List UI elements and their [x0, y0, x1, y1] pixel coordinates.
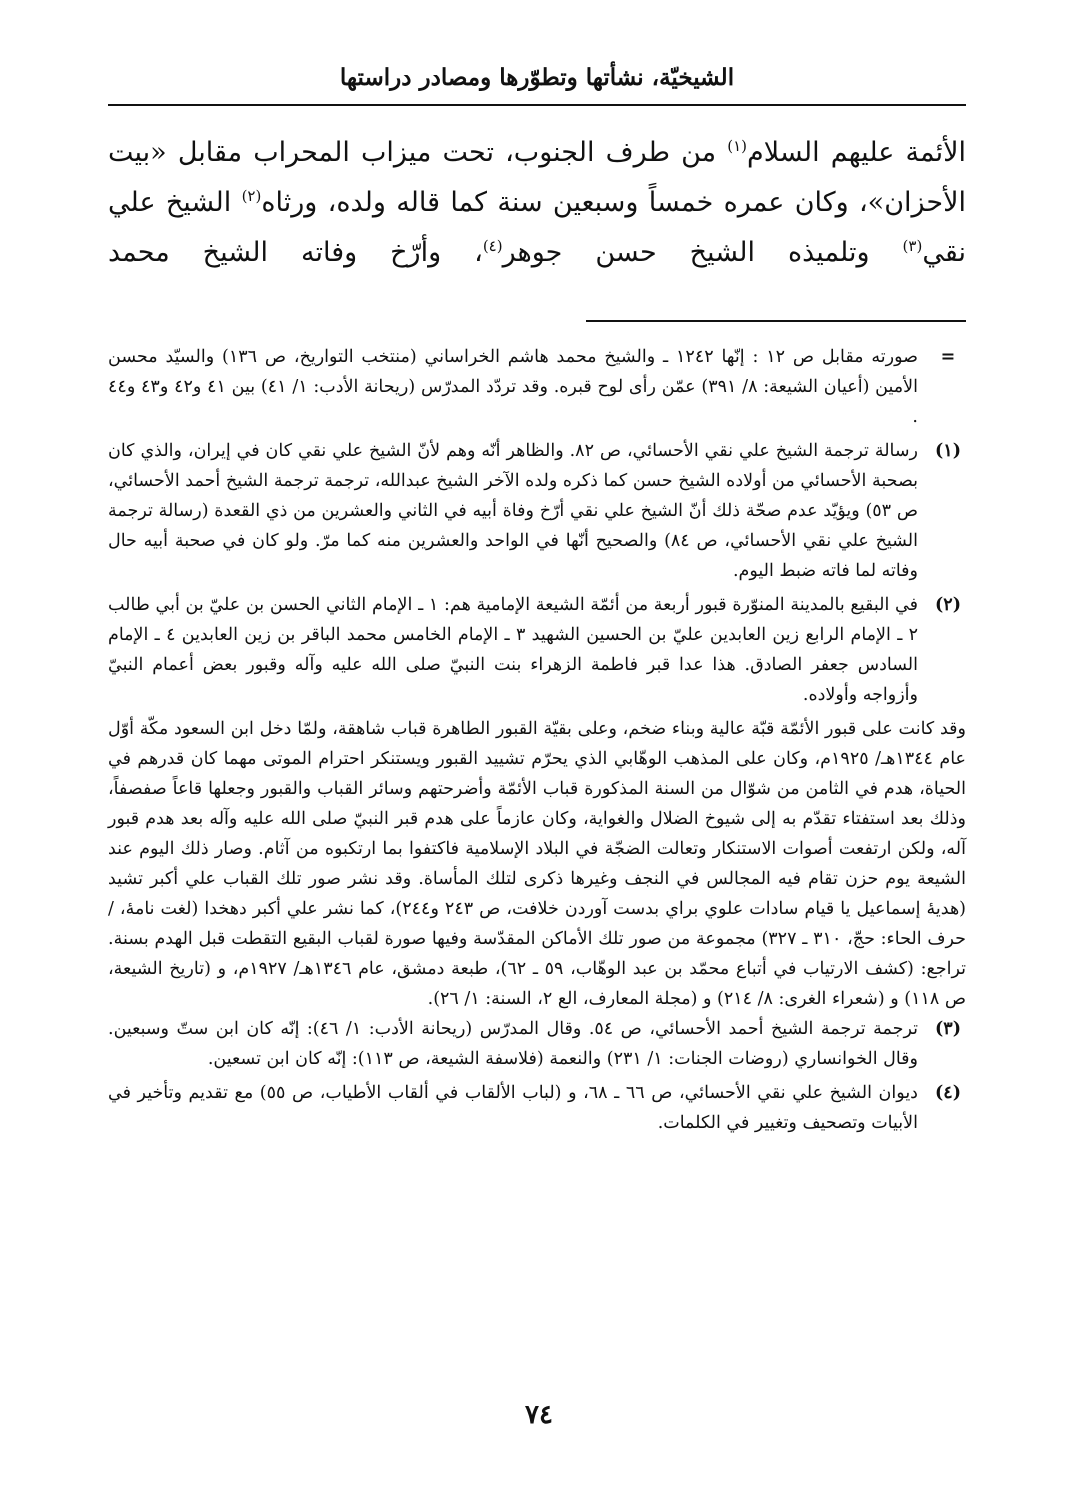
footnote-ref-2[interactable]: (٢) — [241, 187, 262, 205]
main-text-part-3: الشيخ علي نقي — [108, 187, 966, 268]
page-number: ٧٤ — [525, 1400, 553, 1430]
footnote-continuation — [108, 342, 966, 432]
footnote-marker: (١) — [935, 441, 961, 461]
footnote-marker: (٣) — [935, 1019, 961, 1039]
footnote-4 — [108, 1078, 966, 1138]
footnote-marker: = — [940, 347, 956, 367]
footnote-text: صورته مقابل ص ١٢ : إنّها ١٢٤٢ ـ والشيخ محمد هاشم الخراساني (منتخب التواريخ، ص ١٣٦) والسيّد محسن الأمين (أعيان الشيعة: ٨/ ٣٩١) عمّن رأى لوح قبره. وقد تردّد المدرّس (ريحانة الأدب: ١/ ٤١) بين ٤١ و٤٢ و٤٣ و٤٤ . — [108, 347, 919, 427]
footnote-divider — [586, 320, 966, 322]
footnote-text: ديوان الشيخ علي نقي الأحسائي، ص ٦٦ ـ ٦٨، و (لباب الألقاب في ألقاب الأطياب، ص ٥٥) مع تقديم وتأخير في الأبيات وتصحيف وتغيير في الكلمات. — [108, 1083, 918, 1133]
footnote-2 — [108, 590, 966, 710]
main-text-part-4: وتلميذه الشيخ حسن جوهر — [502, 237, 903, 268]
footnote-ref-3[interactable]: (٣) — [902, 237, 923, 255]
footnote-2-continuation: وقد كانت على قبور الأئمّة قبّة عالية وبناء ضخم، وعلى بقيّة القبور الطاهرة قباب شاهقة، ولمّا دخل ابن السعود مكّة أوّل عام ١٣٤٤هـ/ ١٩٢٥م، وكان على المذهب الوهّابي الذي يحرّم تشييد القبور ويستنكر احترام الموتى مهما كان قدرهم في الحياة، هدم في الثامن من شوّال من السنة المذكورة قباب الأئمّة وأضرحتهم وسائر القباب والقبور وجعلها قاعاً صفصفاً، وذلك بعد استفتاء تقدّم به إلى شيوخ الضلال والغواية، وكان عازماً على هدم قبر النبيّ صلى الله عليه وآله بعد هدم قبور آله، ولكن ارتفعت أصوات الاستنكار وتعالت الضجّة في البلاد الإسلامية فاكتفوا بما ارتكبوه من آثام. وصار ذلك اليوم عند الشيعة يوم حزن تقام فيه المجالس في النجف وغيرها ذكرى لتلك المأساة. وقد نشر صور تلك القباب علي أكبر تشيد (هديهٔ إسماعيل يا قيام سادات علوي براي بدست آوردن خلافت، ص ٢٤٣ و٢٤٤)، كما نشر علي أكبر دهخدا (لغت نامهٔ، /حرف الحاء: حجّ، ٣١٠ ـ ٣٢٧) مجموعة من صور تلك الأماكن المقدّسة وفيها صورة لقباب البقيع التقطت قبل الهدم بسنة. تراجع: (كشف الارتياب في أتباع محمّد بن عبد الوهّاب، ٥٩ ـ ٦٢)، طبعة دمشق، عام ١٣٤٦هـ/ ١٩٢٧م، و (تاريخ الشيعة، ص ١١٨) و (شعراء الغرى: ٨/ ٢١٤) و (مجلة المعارف، الع ٢، السنة: ١/ ٢٦). — [108, 719, 967, 1009]
header-rule — [108, 104, 966, 106]
footnote-1 — [108, 436, 966, 586]
main-text-part-1: الأئمة عليهم السلام — [747, 137, 966, 168]
running-header: الشيخيّة، نشأتها وتطوّرها ومصادر دراستها — [339, 64, 735, 91]
footnote-ref-4[interactable]: (٤) — [482, 237, 503, 255]
footnotes-section — [108, 342, 966, 1138]
footnote-ref-1[interactable]: (١) — [727, 137, 747, 155]
main-text-part-5: ، وأرّخ وفاته الشيخ محمد — [108, 237, 483, 268]
footnote-text: في البقيع بالمدينة المنوّرة قبور أربعة من أئمّة الشيعة الإمامية هم: ١ ـ الإمام الثاني الحسن بن عليّ بن أبي طالب ٢ ـ الإمام الرابع زين العابدين عليّ بن الحسين الشهيد ٣ ـ الإمام الخامس محمد الباقر بن زين العابدين ٤ ـ الإمام السادس جعفر الصادق. هذا عدا قبر فاطمة الزهراء بنت النبيّ صلى الله عليه وآله وقبور بعض أعمام النبيّ وأزواجه وأولاده. — [108, 595, 919, 705]
footnote-text: رسالة ترجمة الشيخ علي نقي الأحسائي، ص ٨٢. والظاهر أنّه وهم لأنّ الشيخ علي نقي كان في إيران، والذي كان بصحبة الأحسائي من أولاده الشيخ حسن كما ذكره ولده الآخر الشيخ عبدالله، ترجمة ترجمة الشيخ أحمد الأحسائي، ص ٥٣) ويؤيّد عدم صحّة ذلك أنّ الشيخ علي نقي أرّخ وفاة أبيه في الثاني والعشرين من ذي القعدة (رسالة ترجمة الشيخ علي نقي الأحسائي، ص ٨٤) والصحيح أنّها في الواحد والعشرين منه كما مرّ. ولو كان في صحبة أبيه حال وفاته لما فاته ضبط اليوم. — [108, 441, 918, 581]
main-paragraph — [108, 128, 966, 278]
footnote-3 — [108, 1014, 966, 1074]
footnote-marker: (٤) — [935, 1083, 961, 1103]
main-text-part-2: من طرف الجنوب، تحت ميزاب المحراب مقابل «بيت الأحزان»، وكان عمره خمساً وسبعين سنة كما قاله ولده، ورثاه — [108, 137, 967, 218]
footnote-marker: (٢) — [935, 595, 961, 615]
footnote-text: ترجمة ترجمة الشيخ أحمد الأحسائي، ص ٥٤. وقال المدرّس (ريحانة الأدب: ١/ ٤٦): إنّه كان ابن ستّ وسبعين. وقال الخوانساري (روضات الجنات: ١/ ٢٣١) والنعمة (فلاسفة الشيعة، ص ١١٣): إنّه كان ابن تسعين. — [108, 1019, 918, 1069]
